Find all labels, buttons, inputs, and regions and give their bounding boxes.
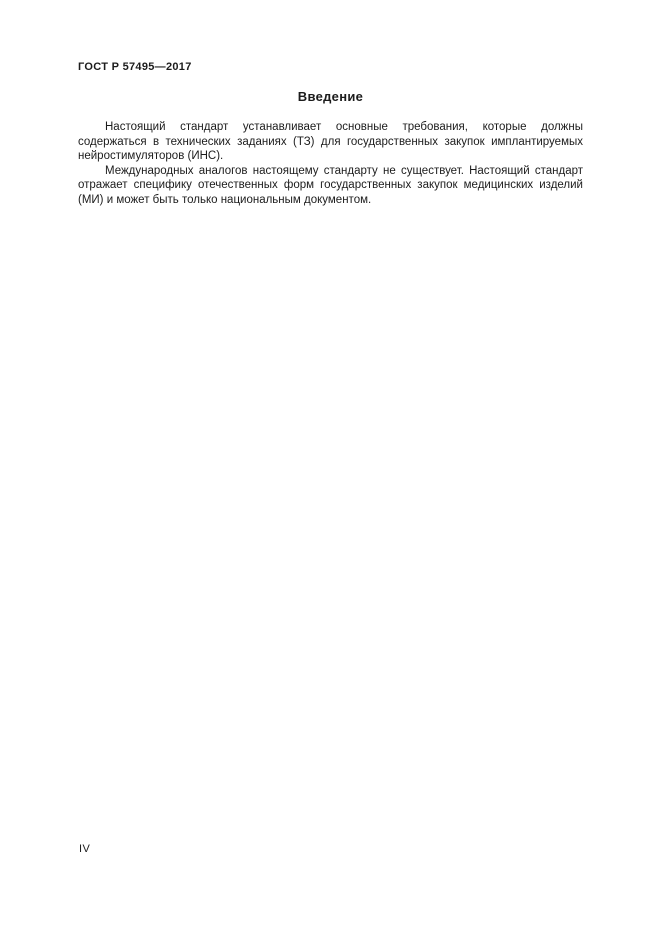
- introduction-section: [78, 120, 583, 208]
- paragraph-2: Международных аналогов настоящему стандарту не существует. Настоящий стандарт отражает специфику отечественных форм государственных закупок медицинских изделий (МИ) и может быть только национальным документом.: [78, 164, 583, 206]
- paragraph-1: Настоящий стандарт устанавливает основные требования, которые должны содержаться в технических заданиях (ТЗ) для государственных закупок имплантируемых нейростимуляторов (ИНС).: [78, 121, 583, 163]
- page-title: Введение: [297, 89, 364, 104]
- page-number: IV: [79, 843, 91, 855]
- document-code: ГОСТ Р 57495—2017: [78, 61, 192, 73]
